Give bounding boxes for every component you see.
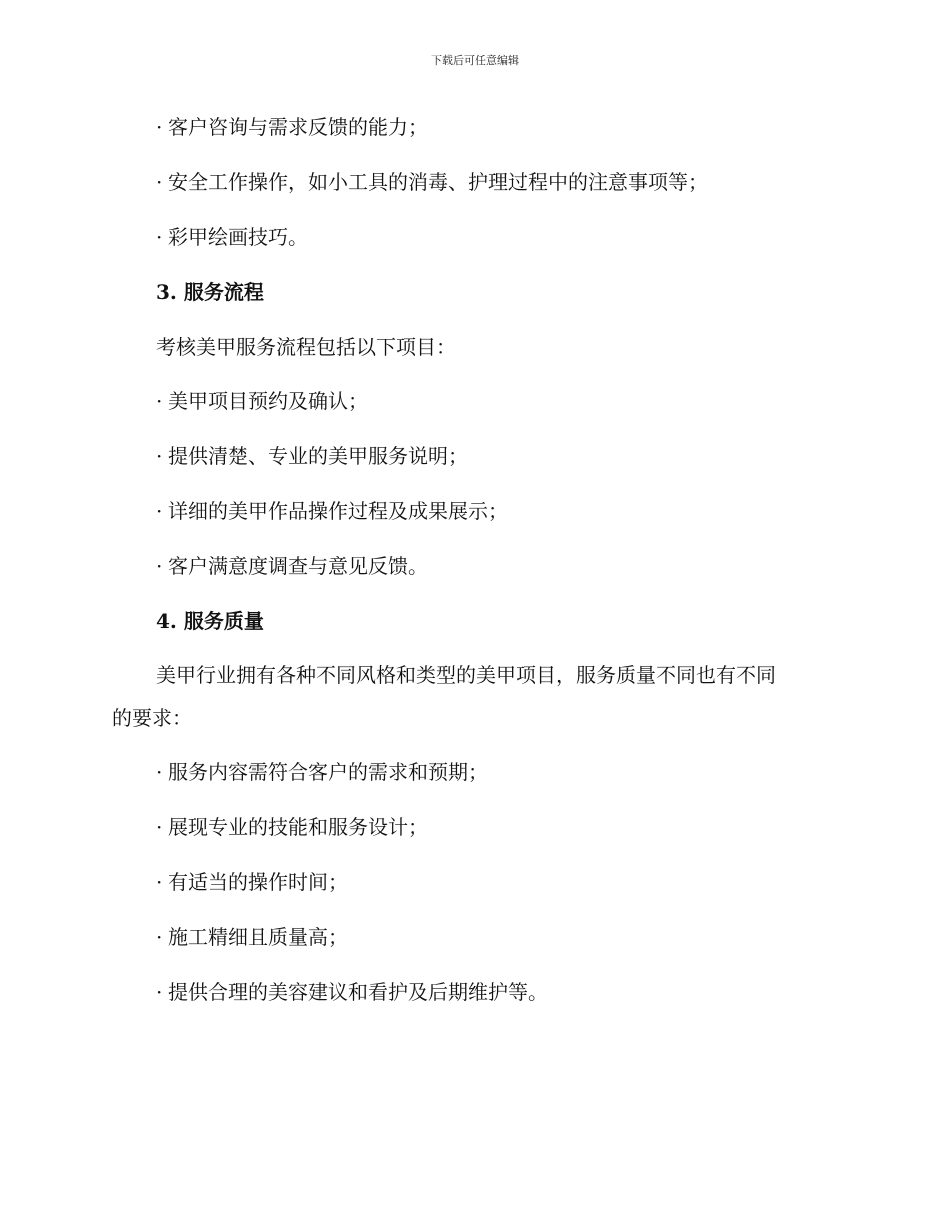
- section-heading: 3. 服务流程: [156, 280, 264, 304]
- list-item-text: 美甲项目预约及确认；: [168, 389, 368, 413]
- list-item: [156, 223, 308, 251]
- list-item: [156, 978, 548, 1006]
- list-item-text: 施工精细且质量高；: [168, 925, 348, 949]
- list-item: [156, 442, 468, 470]
- list-item-text: 服务内容需符合客户的需求和预期；: [168, 760, 488, 784]
- list-item: [156, 113, 428, 141]
- bullet: ·: [156, 760, 163, 784]
- section-intro: 考核美甲服务流程包括以下项目：: [156, 335, 456, 359]
- list-item: [156, 758, 488, 786]
- bullet: ·: [156, 499, 163, 523]
- bullet: ·: [156, 815, 163, 839]
- bullet: ·: [156, 389, 163, 413]
- bullet: ·: [156, 980, 163, 1004]
- list-item-text: 彩甲绘画技巧。: [168, 225, 308, 249]
- list-item-text: 有适当的操作时间；: [168, 870, 348, 894]
- list-item-text: 详细的美甲作品操作过程及成果展示；: [168, 499, 508, 523]
- list-item-text: 客户满意度调查与意见反馈。: [168, 554, 428, 578]
- list-item-text: 提供清楚、专业的美甲服务说明；: [168, 444, 468, 468]
- list-item: [156, 168, 708, 196]
- bullet: ·: [156, 554, 163, 578]
- bullet: ·: [156, 870, 163, 894]
- list-item: [156, 868, 348, 896]
- bullet: ·: [156, 225, 163, 249]
- bullet: ·: [156, 170, 163, 194]
- list-item: [156, 923, 348, 951]
- section-intro-line: 的要求：: [112, 706, 192, 730]
- section-intro-line: 美甲行业拥有各种不同风格和类型的美甲项目，服务质量不同也有不同: [156, 663, 776, 687]
- list-item: [156, 813, 428, 841]
- list-item-text: 提供合理的美容建议和看护及后期维护等。: [168, 980, 548, 1004]
- bullet: ·: [156, 925, 163, 949]
- list-item: [156, 387, 368, 415]
- bullet: ·: [156, 115, 163, 139]
- page-header: 下载后可任意编辑: [431, 54, 519, 67]
- bullet: ·: [156, 444, 163, 468]
- section-heading: 4. 服务质量: [156, 609, 264, 633]
- list-item-text: 客户咨询与需求反馈的能力；: [168, 115, 428, 139]
- list-item: [156, 497, 508, 525]
- list-item-text: 安全工作操作，如小工具的消毒、护理过程中的注意事项等；: [168, 170, 708, 194]
- list-item-text: 展现专业的技能和服务设计；: [168, 815, 428, 839]
- list-item: [156, 552, 428, 580]
